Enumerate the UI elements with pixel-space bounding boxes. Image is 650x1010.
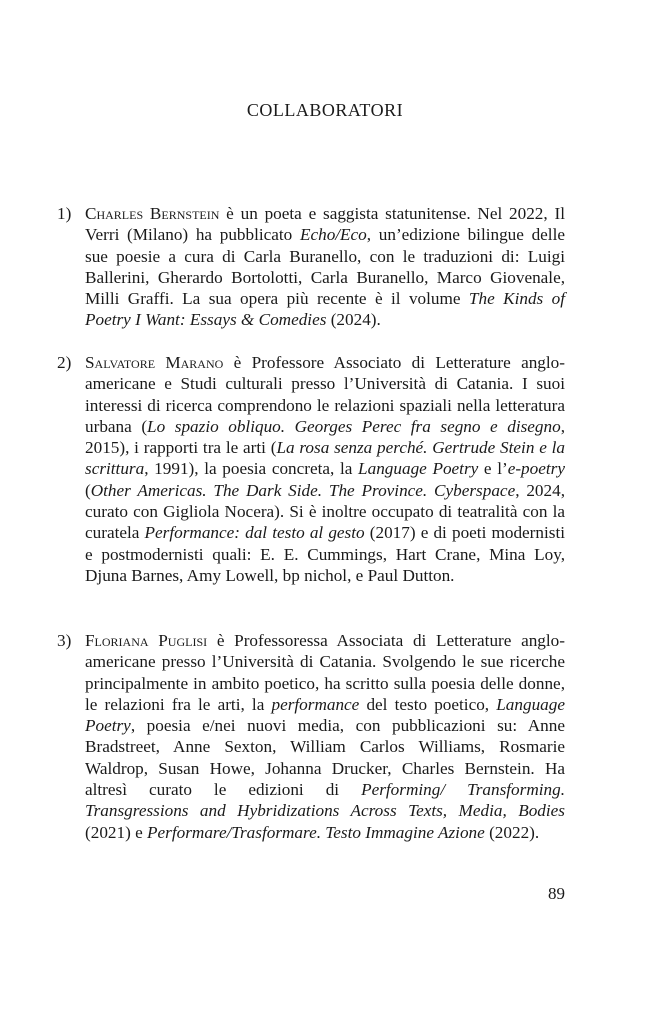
page-title: COLLABORATORI <box>246 100 404 120</box>
book-title: Performare/Trasformare. Testo Immagine Azione <box>147 822 485 842</box>
contributor-entry <box>57 352 566 586</box>
bio-text: del testo poetico, <box>359 694 497 714</box>
bio-text: è Professore Associato di Letterature angloamericane e Studi culturali presso l’Università di Catania. I suoi interessi di ricerca comprendono le relazioni spaziali nella letteratura urbana ( <box>85 353 565 436</box>
bio-text: (2017) e di poeti modernisti e postmodernisti quali: E. E. Cummings, Hart Crane, Mina Loy, Djuna Barnes, Amy Lowell, bp nichol, e Paul Dutton. <box>85 523 565 585</box>
book-title: e-poetry <box>507 459 565 479</box>
entry-number: 2) <box>57 353 72 372</box>
contributor-entry <box>57 203 565 331</box>
book-title: Performance: dal testo al gesto <box>144 523 365 543</box>
contributor-name: Salvatore Marano <box>85 353 224 372</box>
contributor-entry <box>57 630 566 843</box>
book-title: Language Poetry <box>85 694 565 736</box>
book-title: Echo/Eco <box>299 225 367 245</box>
bio-text: , 1991), la poesia concreta, la <box>144 459 359 479</box>
bio-text: ( <box>85 480 91 500</box>
book-title: La rosa senza perché. Gertrude Stein e la scrittura <box>85 438 565 479</box>
bio-text: è un poeta e saggista statunitense. Nel 2022, Il Verri (Milano) ha pubblicato <box>85 204 565 245</box>
contributor-name: Floriana Puglisi <box>85 631 208 650</box>
bio-text: e l’ <box>478 459 508 479</box>
bio-text: , 2024, curato con Gigliola Nocera). Si è inoltre occupato di teatralità con la curatela <box>85 480 566 543</box>
bio-text: , 2015), i rapporti tra le arti ( <box>85 416 565 458</box>
book-title: Other Americas. The Dark Side. The Province. Cyberspace <box>90 480 516 500</box>
bio-text: (2022). <box>484 822 540 842</box>
entry-number: 3) <box>57 631 72 650</box>
entry-number: 1) <box>57 204 72 223</box>
page-number: 89 <box>548 884 565 903</box>
contributor-name: Charles Bernstein <box>85 204 220 223</box>
bio-text: (2021) e <box>85 822 148 842</box>
bio-text: , un’edizione bilingue delle sue poesie a cura di Carla Buranello, con le traduzioni di: Luigi Ballerini, Gherardo Bortolotti, Carla Buranello, Marco Giovenale, Milli Graffi. La sua opera più recente è il volume <box>85 225 565 309</box>
bio-text: (2024). <box>326 310 381 330</box>
book-title: The Kinds of Poetry I Want: Essays & Comedies <box>85 289 565 330</box>
book-title: Performing/ Transforming. Transgressions and Hybridizations Across Texts, Media, Bodies <box>85 780 566 821</box>
book-title: performance <box>271 694 360 714</box>
book-title: Lo spazio obliquo. Georges Perec fra segno e disegno <box>147 416 561 436</box>
bio-text: è Professoressa Associata di Letterature angloamericane presso l’Università di Catania. Svolgendo le sue ricerche principalmente in ambito poetico, ha scritto sulla poesia delle donne, le relazioni fra le arti, la <box>85 631 565 714</box>
book-title: Language Poetry <box>358 459 479 479</box>
bio-text: , poesia e/nei nuovi media, con pubblicazioni su: Anne Bradstreet, Anne Sexton, William Carlos Williams, Rosmarie Waldrop, Susan Howe, Johanna Drucker, Charles Bernstein. Ha altresì curato le edizioni di <box>85 716 565 800</box>
